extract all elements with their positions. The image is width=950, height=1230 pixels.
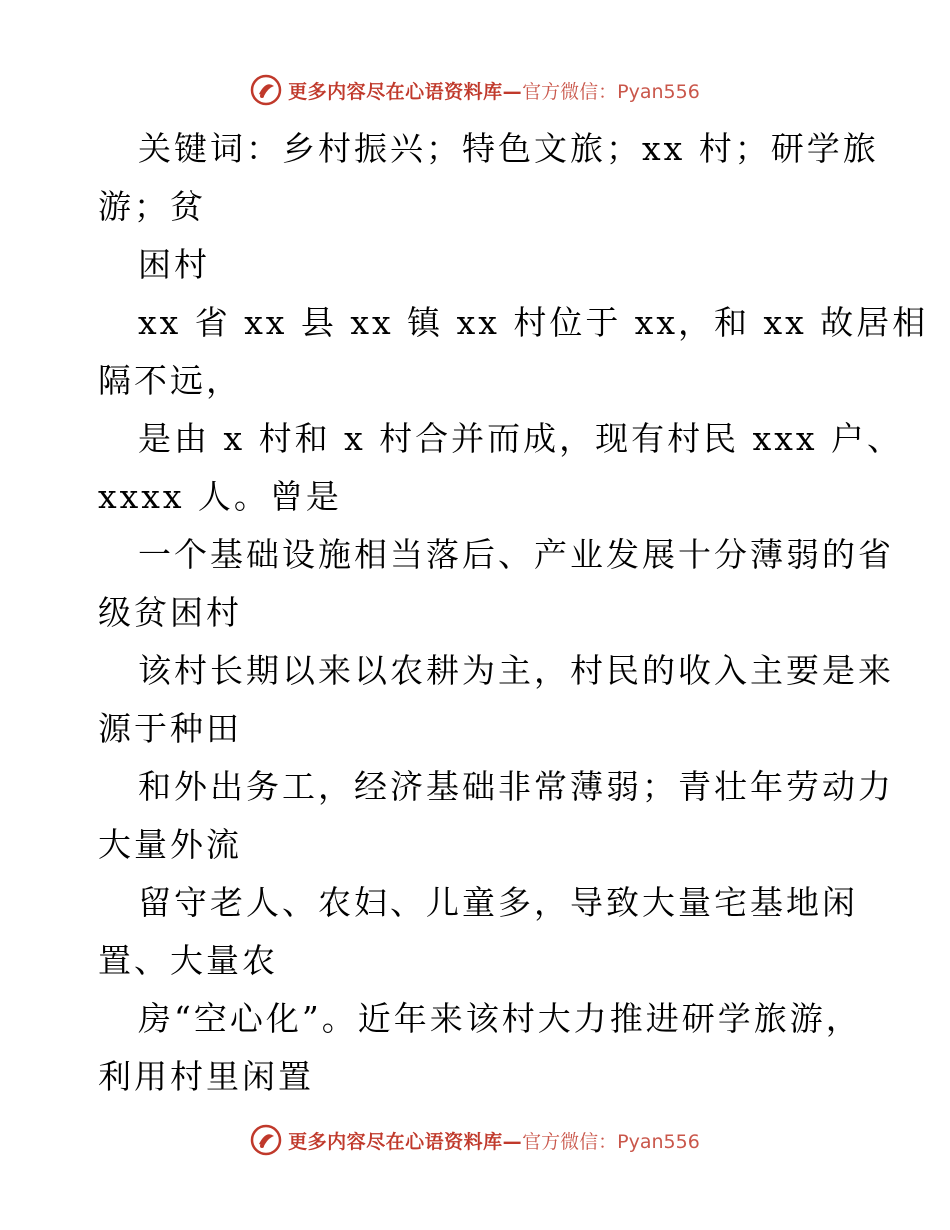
banner-wechat: 官方微信：Pyan556 xyxy=(522,80,700,103)
text-line: 隔不远， xyxy=(98,361,242,400)
text-line: 游；贫 xyxy=(98,187,206,226)
paragraph xyxy=(98,990,878,1106)
banner-title: 更多内容尽在心语资料库— xyxy=(288,80,523,103)
text-line: 利用村里闲置 xyxy=(98,1057,314,1096)
text-line: 留守老人、农妇、儿童多，导致大量宅基地闲 xyxy=(138,883,858,922)
logo-icon xyxy=(250,74,282,106)
paragraph xyxy=(98,526,894,642)
paragraph xyxy=(98,410,903,526)
paragraph xyxy=(98,874,878,990)
paragraph xyxy=(98,758,894,874)
text-line: 大量外流 xyxy=(98,825,242,864)
text-line: 置、大量农 xyxy=(98,941,278,980)
text-line: xx 省 xx 县 xx 镇 xx 村位于 xx，和 xx 故居相 xyxy=(138,303,929,342)
paragraph xyxy=(98,642,894,758)
paragraph xyxy=(98,236,878,294)
text-line: 一个基础设施相当落后、产业发展十分薄弱的省 xyxy=(138,535,894,574)
header-banner xyxy=(0,70,950,110)
text-line: 是由 x 村和 x 村合并而成，现有村民 xxx 户、 xyxy=(138,419,903,458)
logo-icon xyxy=(250,1124,282,1156)
text-line: xxxx 人。曾是 xyxy=(98,477,342,516)
banner-title: 更多内容尽在心语资料库— xyxy=(288,1130,523,1153)
text-line: 级贫困村 xyxy=(98,593,242,632)
text-line: 房“空心化”。近年来该村大力推进研学旅游， xyxy=(138,999,862,1038)
text-line: 困村 xyxy=(138,245,210,284)
paragraph xyxy=(98,294,929,410)
text-line: 关键词：乡村振兴；特色文旅；xx 村；研学旅 xyxy=(138,129,879,168)
footer-banner xyxy=(0,1120,950,1160)
text-line: 源于种田 xyxy=(98,709,242,748)
text-line: 和外出务工，经济基础非常薄弱；青壮年劳动力 xyxy=(138,767,894,806)
text-line: 该村长期以来以农耕为主，村民的收入主要是来 xyxy=(138,651,894,690)
document-body xyxy=(98,120,929,1106)
banner-wechat: 官方微信：Pyan556 xyxy=(522,1130,700,1153)
paragraph-keywords xyxy=(98,120,878,236)
